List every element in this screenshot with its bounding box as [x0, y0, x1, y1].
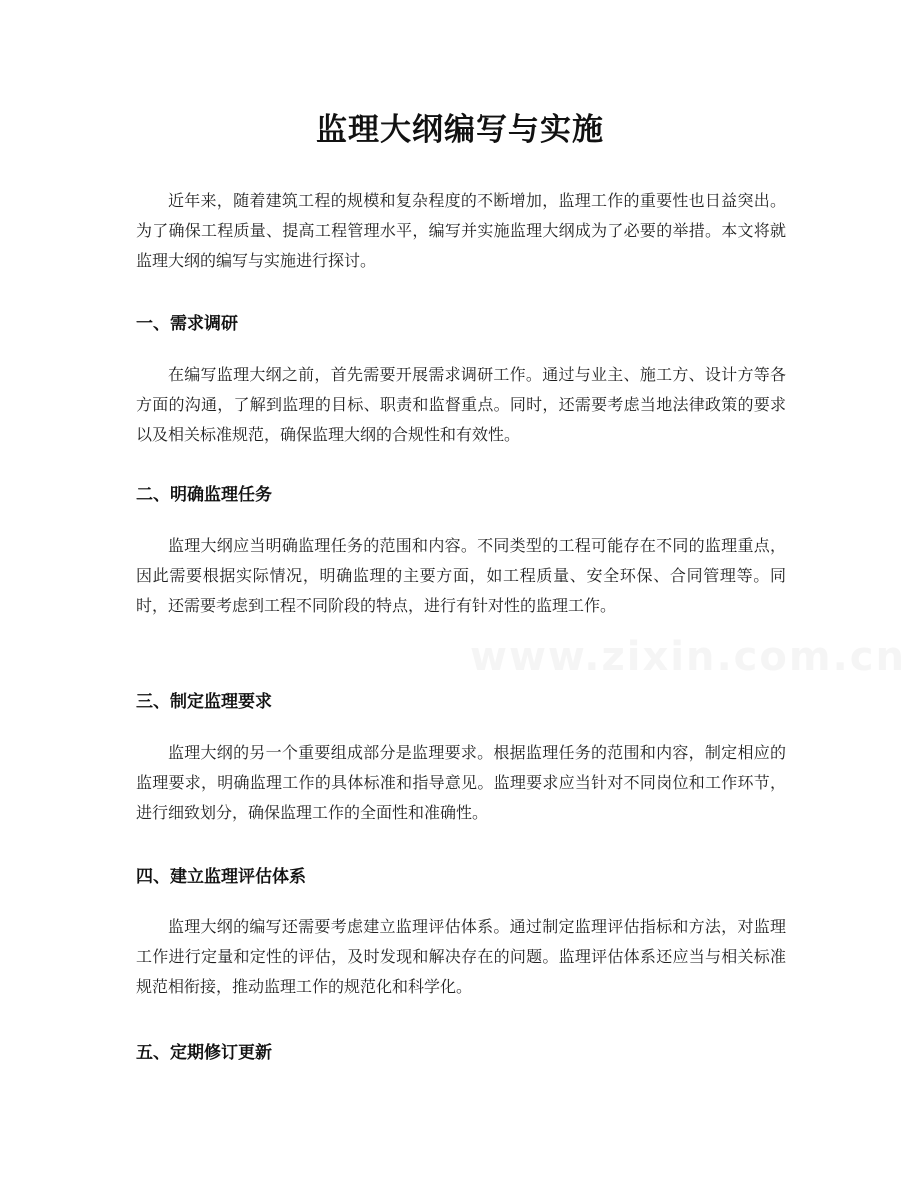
section-heading-set-requirements: 三、制定监理要求: [136, 692, 272, 712]
watermark-text: www.zixin.com.cn: [470, 634, 906, 680]
section-body-requirements-research: 在编写监理大纲之前，首先需要开展需求调研工作。通过与业主、施工方、设计方等各方面的沟通，了解到监理的目标、职责和监督重点。同时，还需要考虑当地法律政策的要求以及相关标准规范，确保监理大纲的合规性和有效性。: [136, 365, 786, 444]
document-title: 监理大纲编写与实施: [316, 112, 604, 148]
section-heading-requirements-research: 一、需求调研: [136, 314, 238, 334]
section-heading-periodic-revision: 五、定期修订更新: [136, 1043, 272, 1063]
section-body-set-requirements: 监理大纲的另一个重要组成部分是监理要求。根据监理任务的范围和内容，制定相应的监理要求，明确监理工作的具体标准和指导意见。监理要求应当针对不同岗位和工作环节，进行细致划分，确保监理工作的全面性和准确性。: [136, 743, 786, 822]
intro-paragraph: 近年来，随着建筑工程的规模和复杂程度的不断增加，监理工作的重要性也日益突出。为了确保工程质量、提高工程管理水平，编写并实施监理大纲成为了必要的举措。本文将就监理大纲的编写与实施进行探讨。: [136, 191, 786, 270]
section-heading-define-tasks: 二、明确监理任务: [136, 485, 272, 505]
section-body-define-tasks: 监理大纲应当明确监理任务的范围和内容。不同类型的工程可能存在不同的监理重点，因此需要根据实际情况，明确监理的主要方面，如工程质量、安全环保、合同管理等。同时，还需要考虑到工程不同阶段的特点，进行有针对性的监理工作。: [136, 536, 786, 615]
section-heading-evaluation-system: 四、建立监理评估体系: [136, 867, 306, 887]
section-body-evaluation-system: 监理大纲的编写还需要考虑建立监理评估体系。通过制定监理评估指标和方法，对监理工作进行定量和定性的评估，及时发现和解决存在的问题。监理评估体系还应当与相关标准规范相衔接，推动监理工作的规范化和科学化。: [136, 917, 786, 996]
